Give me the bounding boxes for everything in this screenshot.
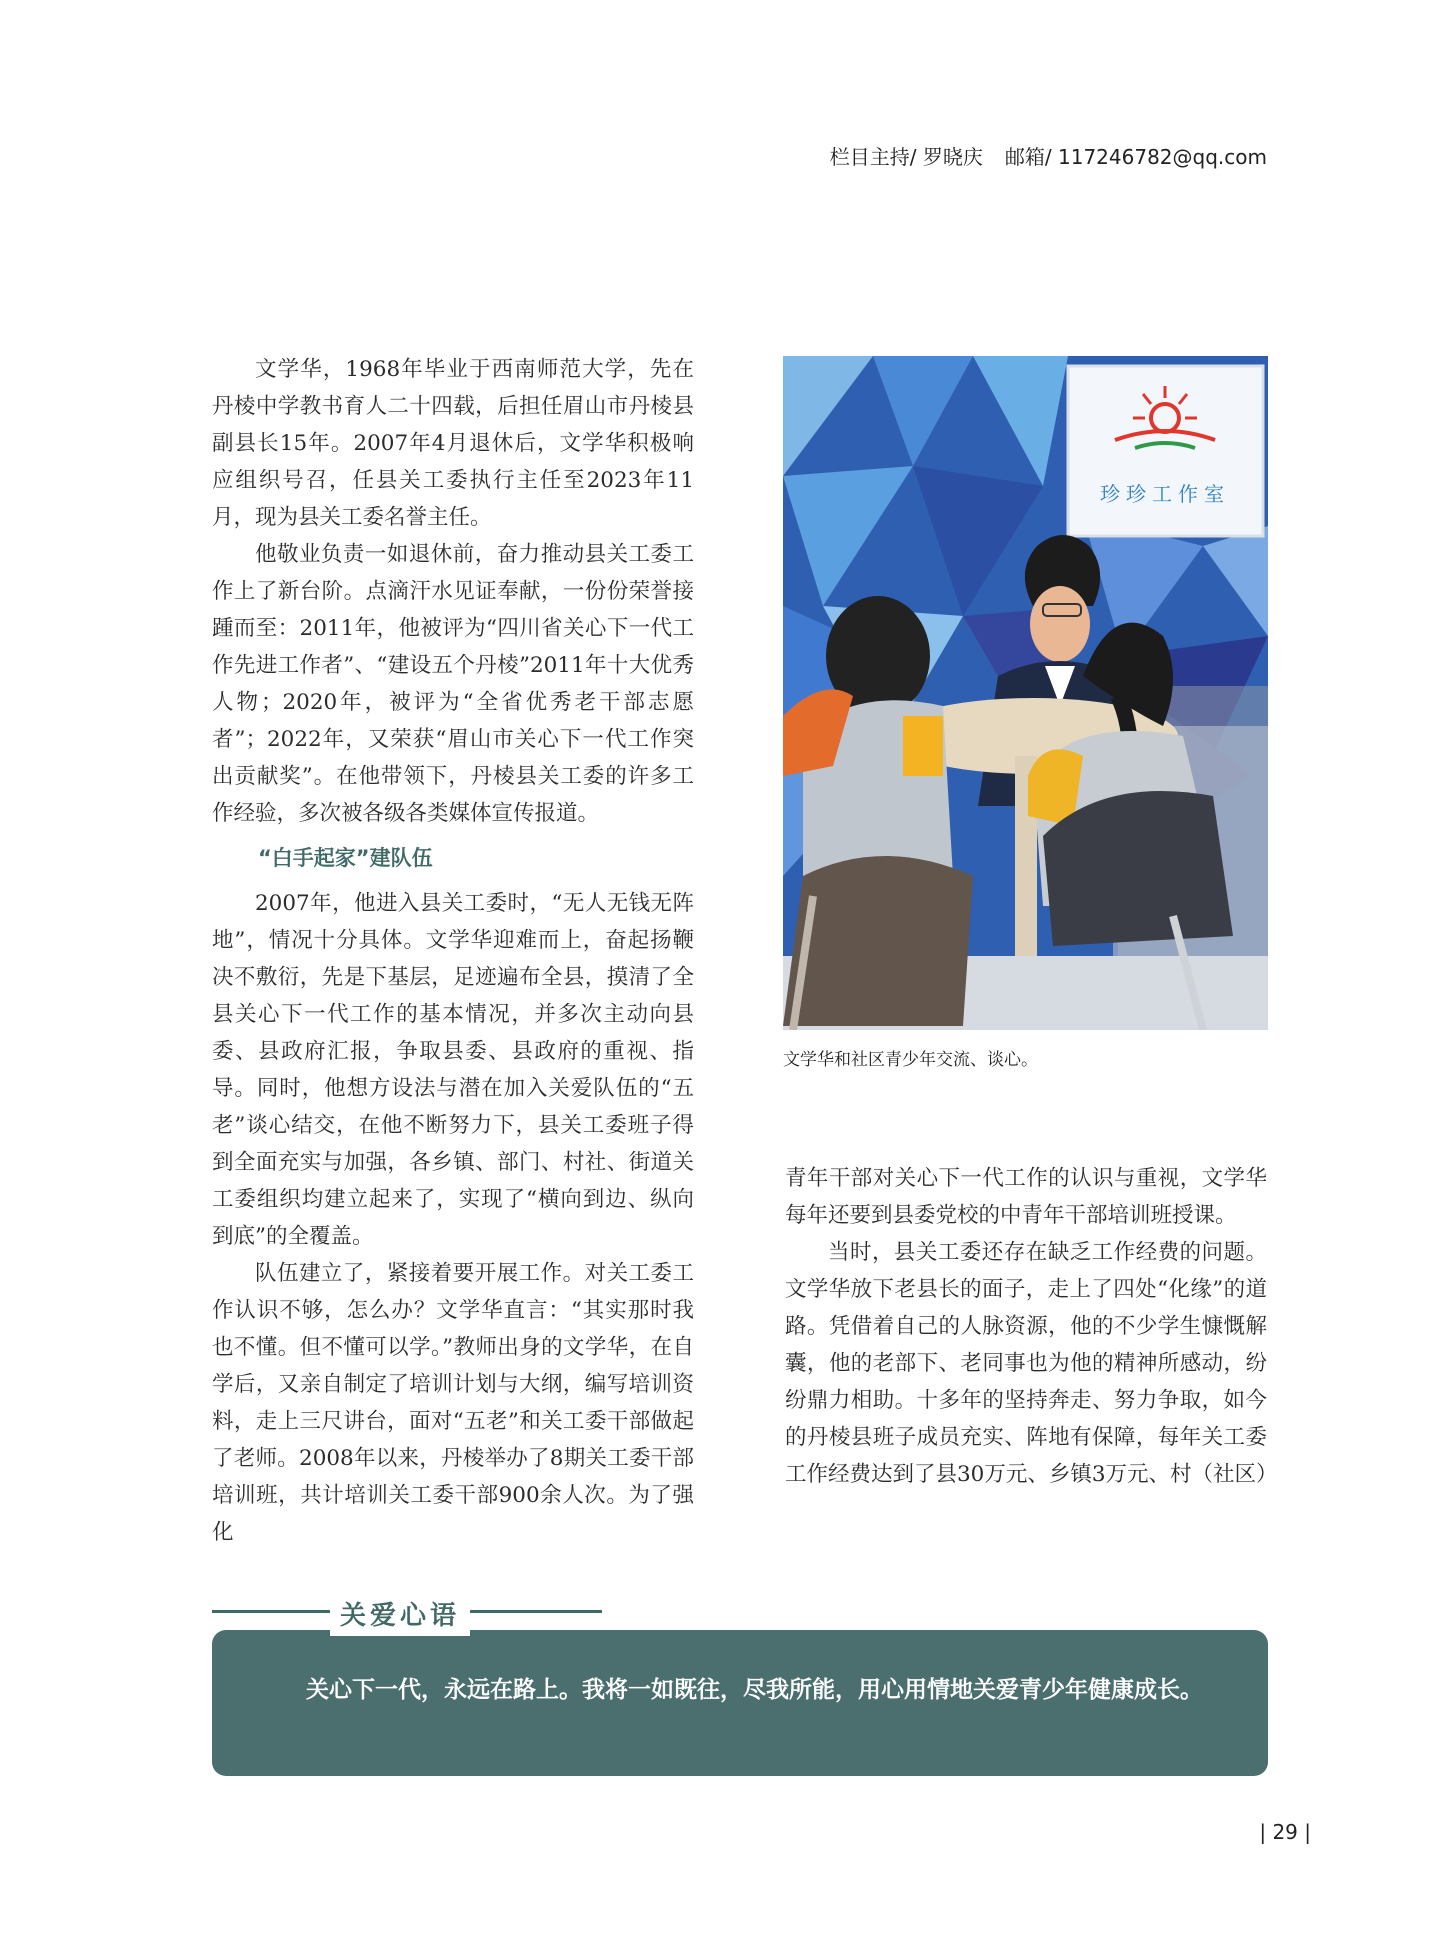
callout-box	[212, 1630, 1268, 1776]
page-number: | 29 |	[1259, 1820, 1311, 1844]
paragraph: 他敬业负责一如退休前，奋力推动县关工委工作上了新台阶。点滴汗水见证奉献，一份份荣誉接踵而至：2011年，他被评为“四川省关心下一代工作先进工作者”、“建设五个丹棱”2011年十大优秀人物；2020年，被评为“全省优秀老干部志愿者”；2022年，又荣获“眉山市关心下一代工作突出贡献奖”。在他带领下，丹棱县关工委的许多工作经验，多次被各级各类媒体宣传报道。	[212, 542, 694, 826]
left-column	[212, 351, 694, 1551]
paragraph: 文学华，1968年毕业于西南师范大学，先在丹棱中学教书育人二十四载，后担任眉山市丹棱县副县长15年。2007年4月退休后，文学华积极响应组织号召，任县关工委执行主任至2023年11月，现为县关工委名誉主任。	[212, 357, 694, 530]
section-title: “白手起家”建队伍	[258, 846, 433, 870]
callout-text: 关心下一代，永远在路上。我将一如既往，尽我所能，用心用情地关爱青少年健康成长。	[306, 1677, 1203, 1703]
callout-label: 关爱心语	[330, 1596, 470, 1636]
paragraph: 队伍建立了，紧接着要开展工作。对关工委工作认识不够，怎么办？文学华直言：“其实那时我也不懂。但不懂可以学。”教师出身的文学华，在自学后，又亲自制定了培训计划与大纲，编写培训资料，走上三尺讲台，面对“五老”和关工委干部做起了老师。2008年以来，丹棱举办了8期关工委干部培训班，共计培训关工委干部900余人次。为了强化	[212, 1261, 694, 1545]
column-editor: 栏目主持/ 罗晓庆	[829, 145, 983, 169]
article-photo	[783, 356, 1268, 1030]
paragraph: 青年干部对关心下一代工作的认识与重视，文学华每年还要到县委党校的中青年干部培训班授课。	[785, 1166, 1267, 1228]
right-column	[785, 1160, 1278, 1493]
column-email: 邮箱/ 117246782@qq.com	[1004, 145, 1267, 169]
column-header	[830, 141, 1267, 170]
studio-sign-text: 珍珍工作室	[1100, 482, 1230, 506]
paragraph: 当时，县关工委还存在缺乏工作经费的问题。文学华放下老县长的面子，走上了四处“化缘”的道路。凭借着自己的人脉资源，他的不少学生慷慨解囊，他的老部下、老同事也为他的精神所感动，纷纷鼎力相助。十多年的坚持奔走、努力争取，如今的丹棱县班子成员充实、阵地有保障，每年关工委工作经费达到了县30万元、乡镇3万元、村（社区）	[785, 1240, 1278, 1487]
photo-caption: 文学华和社区青少年交流、谈心。	[783, 1050, 1038, 1070]
paragraph: 2007年，他进入县关工委时，“无人无钱无阵地”，情况十分具体。文学华迎难而上，奋起扬鞭决不敷衍，先是下基层，足迹遍布全县，摸清了全县关心下一代工作的基本情况，并多次主动向县委、县政府汇报，争取县委、县政府的重视、指导。同时，他想方设法与潜在加入关爱队伍的“五老”谈心结交，在他不断努力下，县关工委班子得到全面充实与加强，各乡镇、部门、村社、街道关工委组织均建立起来了，实现了“横向到边、纵向到底”的全覆盖。	[212, 891, 694, 1249]
